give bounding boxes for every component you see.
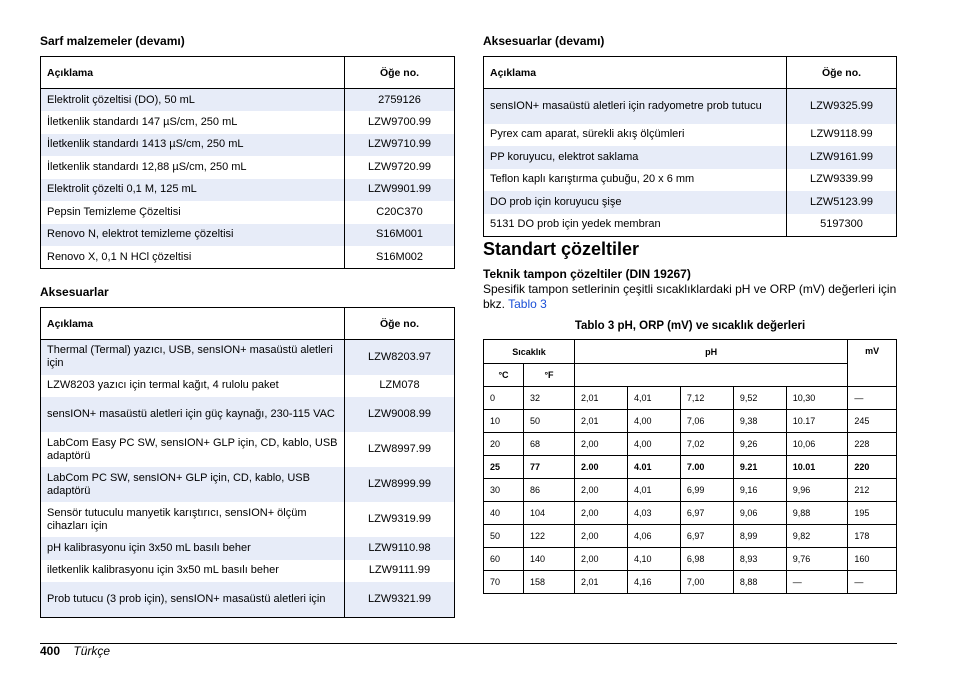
column-header-item-no: Öğe no.	[787, 57, 897, 89]
table-3-link[interactable]: Tablo 3	[508, 297, 547, 311]
mv-value-cell: 245	[848, 410, 897, 433]
ph-1-cell: 2,00	[575, 479, 628, 502]
temp-c-cell: 30	[484, 479, 524, 502]
table-row	[41, 560, 455, 583]
item-number: LZW9111.99	[345, 560, 455, 583]
table-caption: Tablo 3 pH, ORP (mV) ve sıcaklık değerleri	[574, 320, 806, 332]
item-number: LZW9325.99	[787, 89, 897, 124]
table-row	[41, 537, 455, 560]
item-description: Renovo N, elektrot temizleme çözeltisi	[41, 224, 345, 247]
temp-c-cell: 20	[484, 433, 524, 456]
ph-1-cell: 2,01	[575, 571, 628, 594]
ph-1-cell: 2,00	[575, 525, 628, 548]
item-number: LZW9319.99	[345, 502, 455, 537]
ph-2-cell: 4.01	[627, 456, 680, 479]
temp-c-cell: 60	[484, 548, 524, 571]
ph-5-cell: 9,82	[786, 525, 848, 548]
table-row	[484, 571, 897, 594]
buffer-paragraph	[483, 282, 897, 312]
item-number: LZW9008.99	[345, 397, 455, 432]
ph-4-cell: 9,26	[733, 433, 786, 456]
footer-language: Türkçe	[73, 644, 111, 658]
header-ph: pH	[575, 340, 848, 364]
item-number: LZM078	[345, 375, 455, 398]
ph-4-cell: 8,93	[733, 548, 786, 571]
ph-1-cell: 2,01	[575, 410, 628, 433]
buffer-paragraph-text: Spesifik tampon setlerinin çeşitli sıcaklıklardaki pH ve ORP (mV) değerleri için bkz.	[483, 282, 897, 311]
item-description: Elektrolit çözelti 0,1 M, 125 mL	[41, 179, 345, 202]
ph-1-cell: 2,00	[575, 548, 628, 571]
ph-3-cell: 6,99	[680, 479, 733, 502]
accessories-cont-table-body	[484, 89, 897, 237]
item-number: LZW8203.97	[345, 340, 455, 375]
ph-4-cell: 9,38	[733, 410, 786, 433]
item-number: C20C370	[345, 201, 455, 224]
item-number: 5197300	[787, 214, 897, 237]
item-number: LZW9161.99	[787, 146, 897, 169]
accessories-table	[40, 307, 455, 618]
ph-2-cell: 4,01	[627, 387, 680, 410]
ph-4-cell: 8,88	[733, 571, 786, 594]
ph-2-cell: 4,00	[627, 410, 680, 433]
column-header-description: Açıklama	[41, 57, 345, 89]
table-row	[41, 375, 455, 398]
table-row	[484, 548, 897, 571]
item-description: sensION+ masaüstü aletleri için güç kaynağı, 230-115 VAC	[41, 397, 345, 432]
table-row	[41, 502, 455, 537]
temp-c-cell: 25	[484, 456, 524, 479]
ph-5-cell: 10,30	[786, 387, 848, 410]
ph-2-cell: 4,00	[627, 433, 680, 456]
item-number: LZW9901.99	[345, 179, 455, 202]
table-row	[41, 582, 455, 617]
ph-3-cell: 7,02	[680, 433, 733, 456]
mv-value-cell: 220	[848, 456, 897, 479]
mv-value-cell: 228	[848, 433, 897, 456]
ph-1-cell: 2,00	[575, 502, 628, 525]
table-row	[41, 156, 455, 179]
accessories-cont-heading: Aksesuarlar (devamı)	[483, 34, 605, 48]
page-footer	[40, 644, 110, 658]
page-number: 400	[40, 644, 61, 658]
item-description: DO prob için koruyucu şişe	[484, 191, 787, 214]
buffer-subheading: Teknik tampon çözeltiler (DIN 19267)	[483, 267, 691, 281]
temp-c-cell: 70	[484, 571, 524, 594]
standard-solutions-title: Standart çözeltiler	[483, 239, 640, 259]
ph-3-cell: 7,12	[680, 387, 733, 410]
temp-f-cell: 86	[524, 479, 575, 502]
temp-f-cell: 104	[524, 502, 575, 525]
table-row	[484, 502, 897, 525]
item-number: LZW9700.99	[345, 111, 455, 134]
item-number: LZW8997.99	[345, 432, 455, 467]
ph-3-cell: 6,97	[680, 525, 733, 548]
temp-c-cell: 50	[484, 525, 524, 548]
item-description: İletkenlik standardı 1413 µS/cm, 250 mL	[41, 134, 345, 157]
consumables-table	[40, 56, 455, 269]
footer-rule	[40, 643, 897, 644]
ph-5-cell: —	[786, 571, 848, 594]
mv-value-cell: 212	[848, 479, 897, 502]
ph-4-cell: 8,99	[733, 525, 786, 548]
table-row	[484, 433, 897, 456]
temp-f-cell: 50	[524, 410, 575, 433]
item-description: Thermal (Termal) yazıcı, USB, sensION+ masaüstü aletleri için	[41, 340, 345, 375]
mv-value-cell: —	[848, 571, 897, 594]
table-row	[41, 340, 455, 375]
accessories-heading: Aksesuarlar	[40, 285, 109, 299]
table-row	[484, 456, 897, 479]
table-row	[41, 246, 455, 269]
item-number: S16M001	[345, 224, 455, 247]
ph-3-cell: 7.00	[680, 456, 733, 479]
temp-f-cell: 68	[524, 433, 575, 456]
item-description: pH kalibrasyonu için 3x50 mL basılı beher	[41, 537, 345, 560]
item-number: LZW8999.99	[345, 467, 455, 502]
ph-3-cell: 7,00	[680, 571, 733, 594]
item-number: LZW9321.99	[345, 582, 455, 617]
table-row	[41, 224, 455, 247]
table-row	[41, 89, 455, 112]
header-ph-spacer	[575, 364, 848, 387]
table-row	[41, 201, 455, 224]
mv-value-cell: 160	[848, 548, 897, 571]
table-row	[484, 89, 897, 124]
ph-4-cell: 9,06	[733, 502, 786, 525]
temp-c-cell: 40	[484, 502, 524, 525]
ph-4-cell: 9.21	[733, 456, 786, 479]
ph-1-cell: 2,00	[575, 433, 628, 456]
item-description: Elektrolit çözeltisi (DO), 50 mL	[41, 89, 345, 112]
table-row	[41, 397, 455, 432]
ph-4-cell: 9,52	[733, 387, 786, 410]
table-row	[484, 525, 897, 548]
ph-1-cell: 2.00	[575, 456, 628, 479]
ph-5-cell: 10,06	[786, 433, 848, 456]
consumables-heading: Sarf malzemeler (devamı)	[40, 34, 185, 48]
temp-f-cell: 122	[524, 525, 575, 548]
item-number: LZW9710.99	[345, 134, 455, 157]
column-header-description: Açıklama	[41, 308, 345, 340]
ph-orp-table-body	[484, 387, 897, 594]
ph-5-cell: 10.17	[786, 410, 848, 433]
item-number: LZW9339.99	[787, 169, 897, 192]
mv-value-cell: 178	[848, 525, 897, 548]
temp-c-cell: 0	[484, 387, 524, 410]
table-row	[484, 191, 897, 214]
item-description: Renovo X, 0,1 N HCl çözeltisi	[41, 246, 345, 269]
temp-f-cell: 77	[524, 456, 575, 479]
item-description: 5131 DO prob için yedek membran	[484, 214, 787, 237]
item-description: Teflon kaplı karıştırma çubuğu, 20 x 6 mm	[484, 169, 787, 192]
temp-f-cell: 140	[524, 548, 575, 571]
table-row	[484, 146, 897, 169]
item-description: PP koruyucu, elektrot saklama	[484, 146, 787, 169]
ph-3-cell: 7,06	[680, 410, 733, 433]
item-description: İletkenlik standardı 12,88 µS/cm, 250 mL	[41, 156, 345, 179]
ph-2-cell: 4,10	[627, 548, 680, 571]
column-header-description: Açıklama	[484, 57, 787, 89]
temp-f-cell: 32	[524, 387, 575, 410]
item-number: LZW9110.98	[345, 537, 455, 560]
accessories-table-body	[41, 340, 455, 618]
consumables-table-body	[41, 89, 455, 269]
item-description: İletkenlik standardı 147 µS/cm, 250 mL	[41, 111, 345, 134]
item-description: LabCom Easy PC SW, sensION+ GLP için, CD, kablo, USB adaptörü	[41, 432, 345, 467]
item-description: LabCom PC SW, sensION+ GLP için, CD, kablo, USB adaptörü	[41, 467, 345, 502]
table-row	[41, 432, 455, 467]
ph-2-cell: 4,03	[627, 502, 680, 525]
header-temperature: Sıcaklık	[484, 340, 575, 364]
item-description: Pyrex cam aparat, sürekli akış ölçümleri	[484, 124, 787, 147]
ph-4-cell: 9,16	[733, 479, 786, 502]
table-row	[41, 111, 455, 134]
mv-value-cell: —	[848, 387, 897, 410]
ph-5-cell: 9,76	[786, 548, 848, 571]
item-number: 2759126	[345, 89, 455, 112]
header-mv: mV	[848, 340, 897, 387]
header-fahrenheit: °F	[524, 364, 575, 387]
item-number: LZW9720.99	[345, 156, 455, 179]
item-description: Pepsin Temizleme Çözeltisi	[41, 201, 345, 224]
ph-3-cell: 6,98	[680, 548, 733, 571]
table-row	[484, 214, 897, 237]
ph-5-cell: 9,88	[786, 502, 848, 525]
table-row	[484, 169, 897, 192]
item-description: iletkenlik kalibrasyonu için 3x50 mL basılı beher	[41, 560, 345, 583]
ph-2-cell: 4,01	[627, 479, 680, 502]
ph-5-cell: 9,96	[786, 479, 848, 502]
column-header-item-no: Öğe no.	[345, 57, 455, 89]
accessories-cont-table	[483, 56, 897, 237]
mv-value-cell: 195	[848, 502, 897, 525]
item-description: sensION+ masaüstü aletleri için radyometre prob tutucu	[484, 89, 787, 124]
table-row	[484, 410, 897, 433]
table-row	[41, 134, 455, 157]
item-description: LZW8203 yazıcı için termal kağıt, 4 rulolu paket	[41, 375, 345, 398]
table-row	[484, 387, 897, 410]
item-description: Sensör tutuculu manyetik karıştırıcı, sensION+ ölçüm cihazları için	[41, 502, 345, 537]
column-header-item-no: Öğe no.	[345, 308, 455, 340]
header-celsius: °C	[484, 364, 524, 387]
ph-2-cell: 4,16	[627, 571, 680, 594]
table-row	[484, 124, 897, 147]
item-number: LZW9118.99	[787, 124, 897, 147]
ph-1-cell: 2,01	[575, 387, 628, 410]
table-row	[484, 479, 897, 502]
ph-orp-table	[483, 339, 897, 594]
ph-2-cell: 4,06	[627, 525, 680, 548]
table-row	[41, 467, 455, 502]
table-row	[41, 179, 455, 202]
temp-c-cell: 10	[484, 410, 524, 433]
ph-3-cell: 6,97	[680, 502, 733, 525]
item-number: LZW5123.99	[787, 191, 897, 214]
ph-5-cell: 10.01	[786, 456, 848, 479]
item-description: Prob tutucu (3 prob için), sensION+ masaüstü aletleri için	[41, 582, 345, 617]
temp-f-cell: 158	[524, 571, 575, 594]
item-number: S16M002	[345, 246, 455, 269]
